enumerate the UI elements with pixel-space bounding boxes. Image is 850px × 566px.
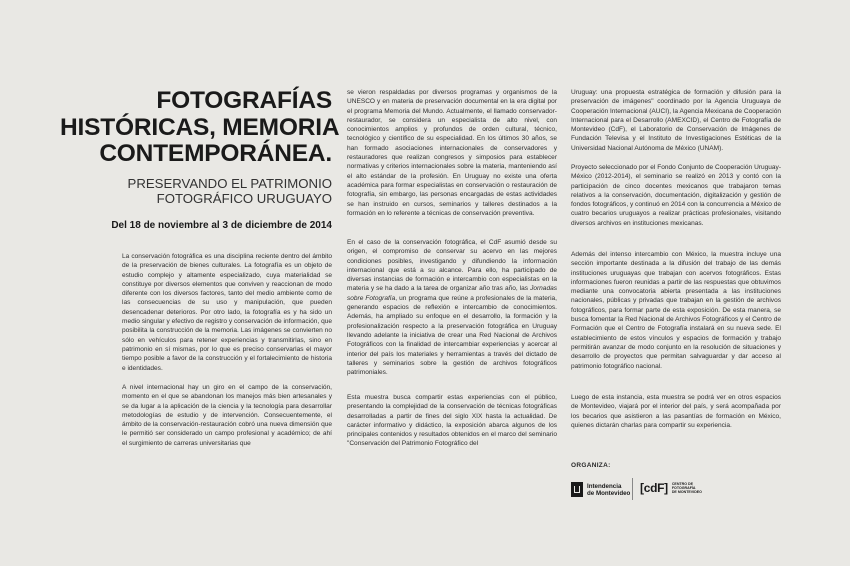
title-line-3: CONTEMPORÁNEA.: [99, 140, 332, 167]
paragraph: Además del intenso intercambio con México, la muestra incluye una sección importante destinada a la difusión del trabajo de las demás instituciones uruguayas que trabajan con acervos fotográficos. Estas informaciones fueron reunidas a partir de las respuestas que obtuvimos mediante una convocatoria abierta presentada a las instituciones nacionales, públicas y privadas que trabajan en la gestión de archivos fotográficos, para formar parte de esta exposición. De esta manera, se busca fomentar la Red Nacional de Archivos Fotográficos y el Centro de Formación que el Centro de Fotografía instalará en su nueva sede. El establecimiento de estos vínculos y espacios de formación y trabajo permitirán avanzar de modo conjunto en la resolución de situaciones y desarrollo de proyectos que permitan salvaguardar y dar acceso al patrimonio fotográfico nacional.: [571, 251, 781, 370]
intendencia-logo: [571, 482, 630, 497]
intendencia-logo-text: [587, 483, 630, 497]
title-line-2: HISTÓRICAS, MEMORIA: [60, 113, 340, 141]
paragraph: A nivel internacional hay un giro en el campo de la conservación, momento en el que se abandonan los manejos más bien artesanales y se da lugar a la aplicación de la ciencia y la tecnología para desarrollar metodologías de estudio y de intervención. Consecuentemente, el ámbito de la conservación-restauración cobró una nueva dimensión que le permitió ser considerado un campo profesional y académico; de ahí el surgimiento de carreras universitarias que: [122, 384, 332, 447]
title-line-1: FOTOGRAFÍAS: [156, 87, 332, 114]
paragraph: Esta muestra busca compartir estas experiencias con el público, presentando la complejidad de la conservación de técnicas fotográficas desarrolladas a partir de fines del siglo XIX hasta la actualidad. De carácter informativo y didáctico, la exposición abarca algunos de los principales contenidos y resultados obtenidos en el marco del seminario "Conservación del Patrimonio Fotográfico del: [347, 394, 557, 448]
intendencia-mark-icon: [571, 482, 583, 497]
cdf-line-2: FOTOGRAFÍA: [671, 485, 696, 490]
logo-divider: [632, 478, 633, 500]
subtitle-line-2: FOTOGRÁFICO URUGUAYO: [156, 191, 332, 206]
paragraph: [347, 238, 557, 377]
cdf-line-3: DE MONTEVIDEO: [671, 490, 702, 495]
cdf-logo-text: [672, 482, 702, 495]
paragraph-text: , un programa que reúne a profesionales de la materia, generando espacios de reflexión e intercambio de conocimientos. Además, ha ampliado su enfoque en el desarrollo, la formación y la profesionalización respecto a la preservación fotográfica en Uruguay llevando adelante la iniciativa de crear una Red Nacional de Archivos Fotográficos con la finalidad de intercambiar experiencias y acercar al interior del país los materiales y herramientas a través del dictado de talleres y seminarios sobre la gestión de archivos fotográficos patrimoniales.: [347, 294, 557, 377]
paragraph: Proyecto seleccionado por el Fondo Conjunto de Cooperación Uruguay-México (2012-2014), el seminario se realizó en 2013 y contó con la participación de cinco docentes mexicanos que trabajaron temas relativos a la conservación, documentación, digitalización y gestión de fondos fotográficos, y continuó en 2014 con la concurrencia a México de cuatro becarios uruguayos a realizar prácticas profesionales, visitando diversos archivos en instituciones mexicanas.: [571, 164, 781, 227]
organiza-label: ORGANIZA:: [571, 462, 611, 469]
cdf-mark: [cdF]: [640, 481, 668, 495]
paragraph-text: En el caso de la conservación fotográfica, el CdF asumió desde su origen, el compromiso de conservar su acervo en las mejores condiciones posibles, investigando y difundiendo la información internacional que está a su alcance. Para ello, ha participado de diversas instancias de formación e intercambio con especialistas en la materia y se ha dado a la tarea de organizar año tras año, las: [347, 239, 557, 293]
paragraph: La conservación fotográfica es una disciplina reciente dentro del ámbito de la preservación de bienes culturales. La fotografía es un objeto de estudio complejo y altamente especializado, cuya materialidad se constituye por diversos elementos que conviven y reaccionan de modo diferente con los diversos factores, tanto del medio ambiente como de las consecuencias de su uso y manipulación, que pueden desencadenar deterioros. Por otro lado, la fotografía es y ha sido un medio singular y efectivo de registro y conservación de información, que posibilita la construcción de la memoria. Las imágenes se convierten no sólo en vehículos para retener experiencias y transmitirlas, sino en patrimonio en sí mismas, por lo que es preciso conservarlas el mayor tiempo posible a favor de la construcción y el fortalecimiento de historia e identidades.: [122, 253, 332, 372]
page-title: [60, 87, 340, 168]
exhibition-dates: Del 18 de noviembre al 3 de diciembre de 2014: [111, 220, 332, 231]
paragraph: se vieron respaldadas por diversos programas y organismos de la UNESCO y en materia de preservación documental en la era digital por el programa Memoria del Mundo. Actualmente, el llamado conservador-restaurador, se considera un especialista de alto nivel, con conocimientos amplios y profundos de orden cultural, técnico, tecnológico y científico de su especialidad. En los últimos 30 años, se han formado asociaciones internacionales de conservadores y restauradores que realizan congresos y simposios para establecer normativas y criterios internacionales sobre la materia, manteniendo así el alto estándar de la profesión. En Uruguay no existe una oferta académica para formar especialistas en conservación o restauración de fotografía, sin embargo, las personas encargadas de estas actividades se han instruido en cursos, seminarios y talleres destinados a la formación en lo referente a técnicas de conservación preventiva.: [347, 89, 557, 217]
cdf-logo: [640, 481, 702, 495]
jornadas-title: Jornadas sobre Fotografía: [347, 285, 557, 302]
paragraph: Uruguay: una propuesta estratégica de formación y difusión para la preservación de imágenes" coordinado por la Agencia Uruguaya de Cooperación Internacional (AUCI), la Agencia Mexicana de Cooperación Internacional para el Desarrollo (AMEXCID), el Centro de Fotografía de Montevideo (CdF), el Laboratorio de Conservación de Imágenes de Fundación Televisa y el Instituto de Investigaciones Estéticas de la Universidad Nacional Autónoma de México (UNAM).: [571, 89, 781, 152]
im-line-1: Intendencia: [587, 482, 622, 490]
im-line-2: de Montevideo: [587, 489, 631, 497]
paragraph: Luego de esta instancia, esta muestra se podrá ver en otros espacios de Montevideo, viajará por el interior del país, y será acompañada por los becarios que asistieron a las pasantías de formación en México, quienes dictarán charlas para compartir su experiencia.: [571, 394, 781, 429]
cdf-line-1: CENTRO DE: [671, 481, 693, 486]
subtitle-line-1: PRESERVANDO EL PATRIMONIO: [127, 176, 332, 191]
page-subtitle: [80, 176, 332, 206]
